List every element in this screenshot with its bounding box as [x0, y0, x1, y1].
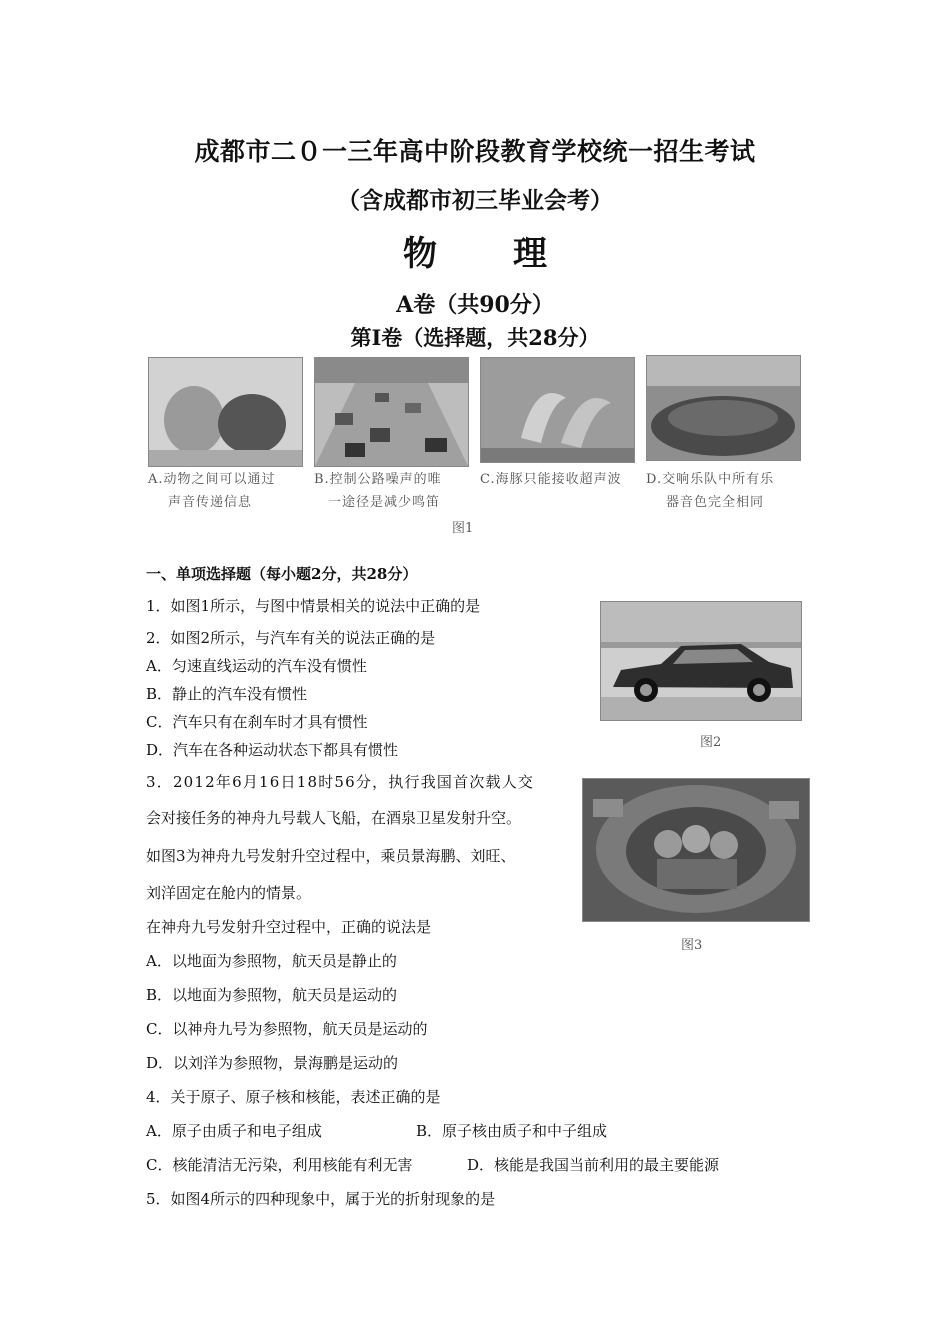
q4-option-b: B．原子核由质子和中子组成: [416, 1122, 608, 1140]
figure-1-label: 图1: [452, 521, 474, 536]
caption-b-line1: B.控制公路噪声的唯: [314, 472, 442, 487]
question-3-line4: 刘洋固定在舱内的情景。: [146, 884, 312, 902]
q4-option-c: C．核能清洁无污染，利用核能有利无害: [146, 1156, 413, 1174]
caption-b-line2: 一途径是减少鸣笛: [328, 495, 441, 510]
figure-3-label: 图3: [681, 938, 703, 953]
q2-option-a: A．匀速直线运动的汽车没有惯性: [146, 657, 367, 675]
q2-option-c: C．汽车只有在刹车时才具有惯性: [146, 713, 368, 731]
caption-d-line1: D.交响乐队中所有乐: [646, 472, 775, 487]
q3-option-a: A．以地面为参照物，航天员是静止的: [146, 952, 397, 970]
highway-image-icon: [315, 358, 468, 466]
exam-title: 成都市二０一三年高中阶段教育学校统一招生考试: [194, 137, 756, 166]
car-image-icon: [601, 602, 801, 720]
subject-title: [0, 226, 950, 275]
question-3-line2: 会对接任务的神舟九号载人飞船，在酒泉卫星发射升空。: [146, 809, 522, 827]
subject-char-1: 物: [403, 234, 437, 274]
question-4: 4．关于原子、原子核和核能，表述正确的是: [146, 1088, 441, 1106]
caption-b: [314, 468, 474, 514]
q2-option-b: B．静止的汽车没有惯性: [146, 685, 308, 703]
animals-image-icon: [149, 358, 302, 466]
photo-car: [600, 601, 802, 721]
caption-d: [646, 468, 806, 514]
question-5: 5．如图4所示的四种现象中，属于光的折射现象的是: [146, 1190, 496, 1208]
q3-option-d: D．以刘洋为参照物，景海鹏是运动的: [146, 1054, 399, 1072]
section-heading: 一、单项选择题（每小题2分，共28分）: [146, 565, 418, 583]
photo-capsule: [582, 778, 810, 922]
photo-orchestra: [646, 355, 801, 461]
photo-dolphins: [480, 357, 635, 463]
caption-a-line2: 声音传递信息: [168, 495, 253, 510]
photo-animals: [148, 357, 303, 467]
photo-highway: [314, 357, 469, 467]
capsule-image-icon: [583, 779, 809, 921]
question-3-line1: 3．2012年6月16日18时56分，执行我国首次载人交: [146, 773, 535, 791]
q4-option-d: D．核能是我国当前利用的最主要能源: [467, 1156, 720, 1174]
q3-option-c: C．以神舟九号为参照物，航天员是运动的: [146, 1020, 428, 1038]
question-3-prompt: 在神舟九号发射升空过程中，正确的说法是: [146, 918, 432, 936]
caption-a-line1: A.动物之间可以通过: [148, 472, 276, 487]
q3-option-b: B．以地面为参照物，航天员是运动的: [146, 986, 398, 1004]
exam-subtitle: （含成都市初三毕业会考）: [337, 187, 613, 214]
subject-char-2: 理: [513, 234, 547, 274]
q2-option-d: D．汽车在各种运动状态下都具有惯性: [146, 741, 399, 759]
caption-c-line1: C.海豚只能接收超声波: [480, 472, 622, 487]
caption-d-line2: 器音色完全相同: [666, 495, 765, 510]
question-1: 1．如图1所示，与图中情景相关的说法中正确的是: [146, 597, 481, 615]
question-2: 2．如图2所示，与汽车有关的说法正确的是: [146, 629, 436, 647]
caption-a: [148, 468, 308, 514]
orchestra-image-icon: [647, 356, 800, 460]
volume-heading: A卷（共90分）: [396, 292, 554, 318]
q4-option-a: A．原子由质子和电子组成: [146, 1122, 322, 1140]
dolphins-image-icon: [481, 358, 634, 462]
caption-c: [480, 468, 640, 491]
question-3-line3: 如图3为神舟九号发射升空过程中，乘员景海鹏、刘旺、: [146, 847, 516, 865]
figure-2-label: 图2: [700, 735, 722, 750]
part-heading: 第Ⅰ卷（选择题，共28分）: [350, 325, 600, 350]
